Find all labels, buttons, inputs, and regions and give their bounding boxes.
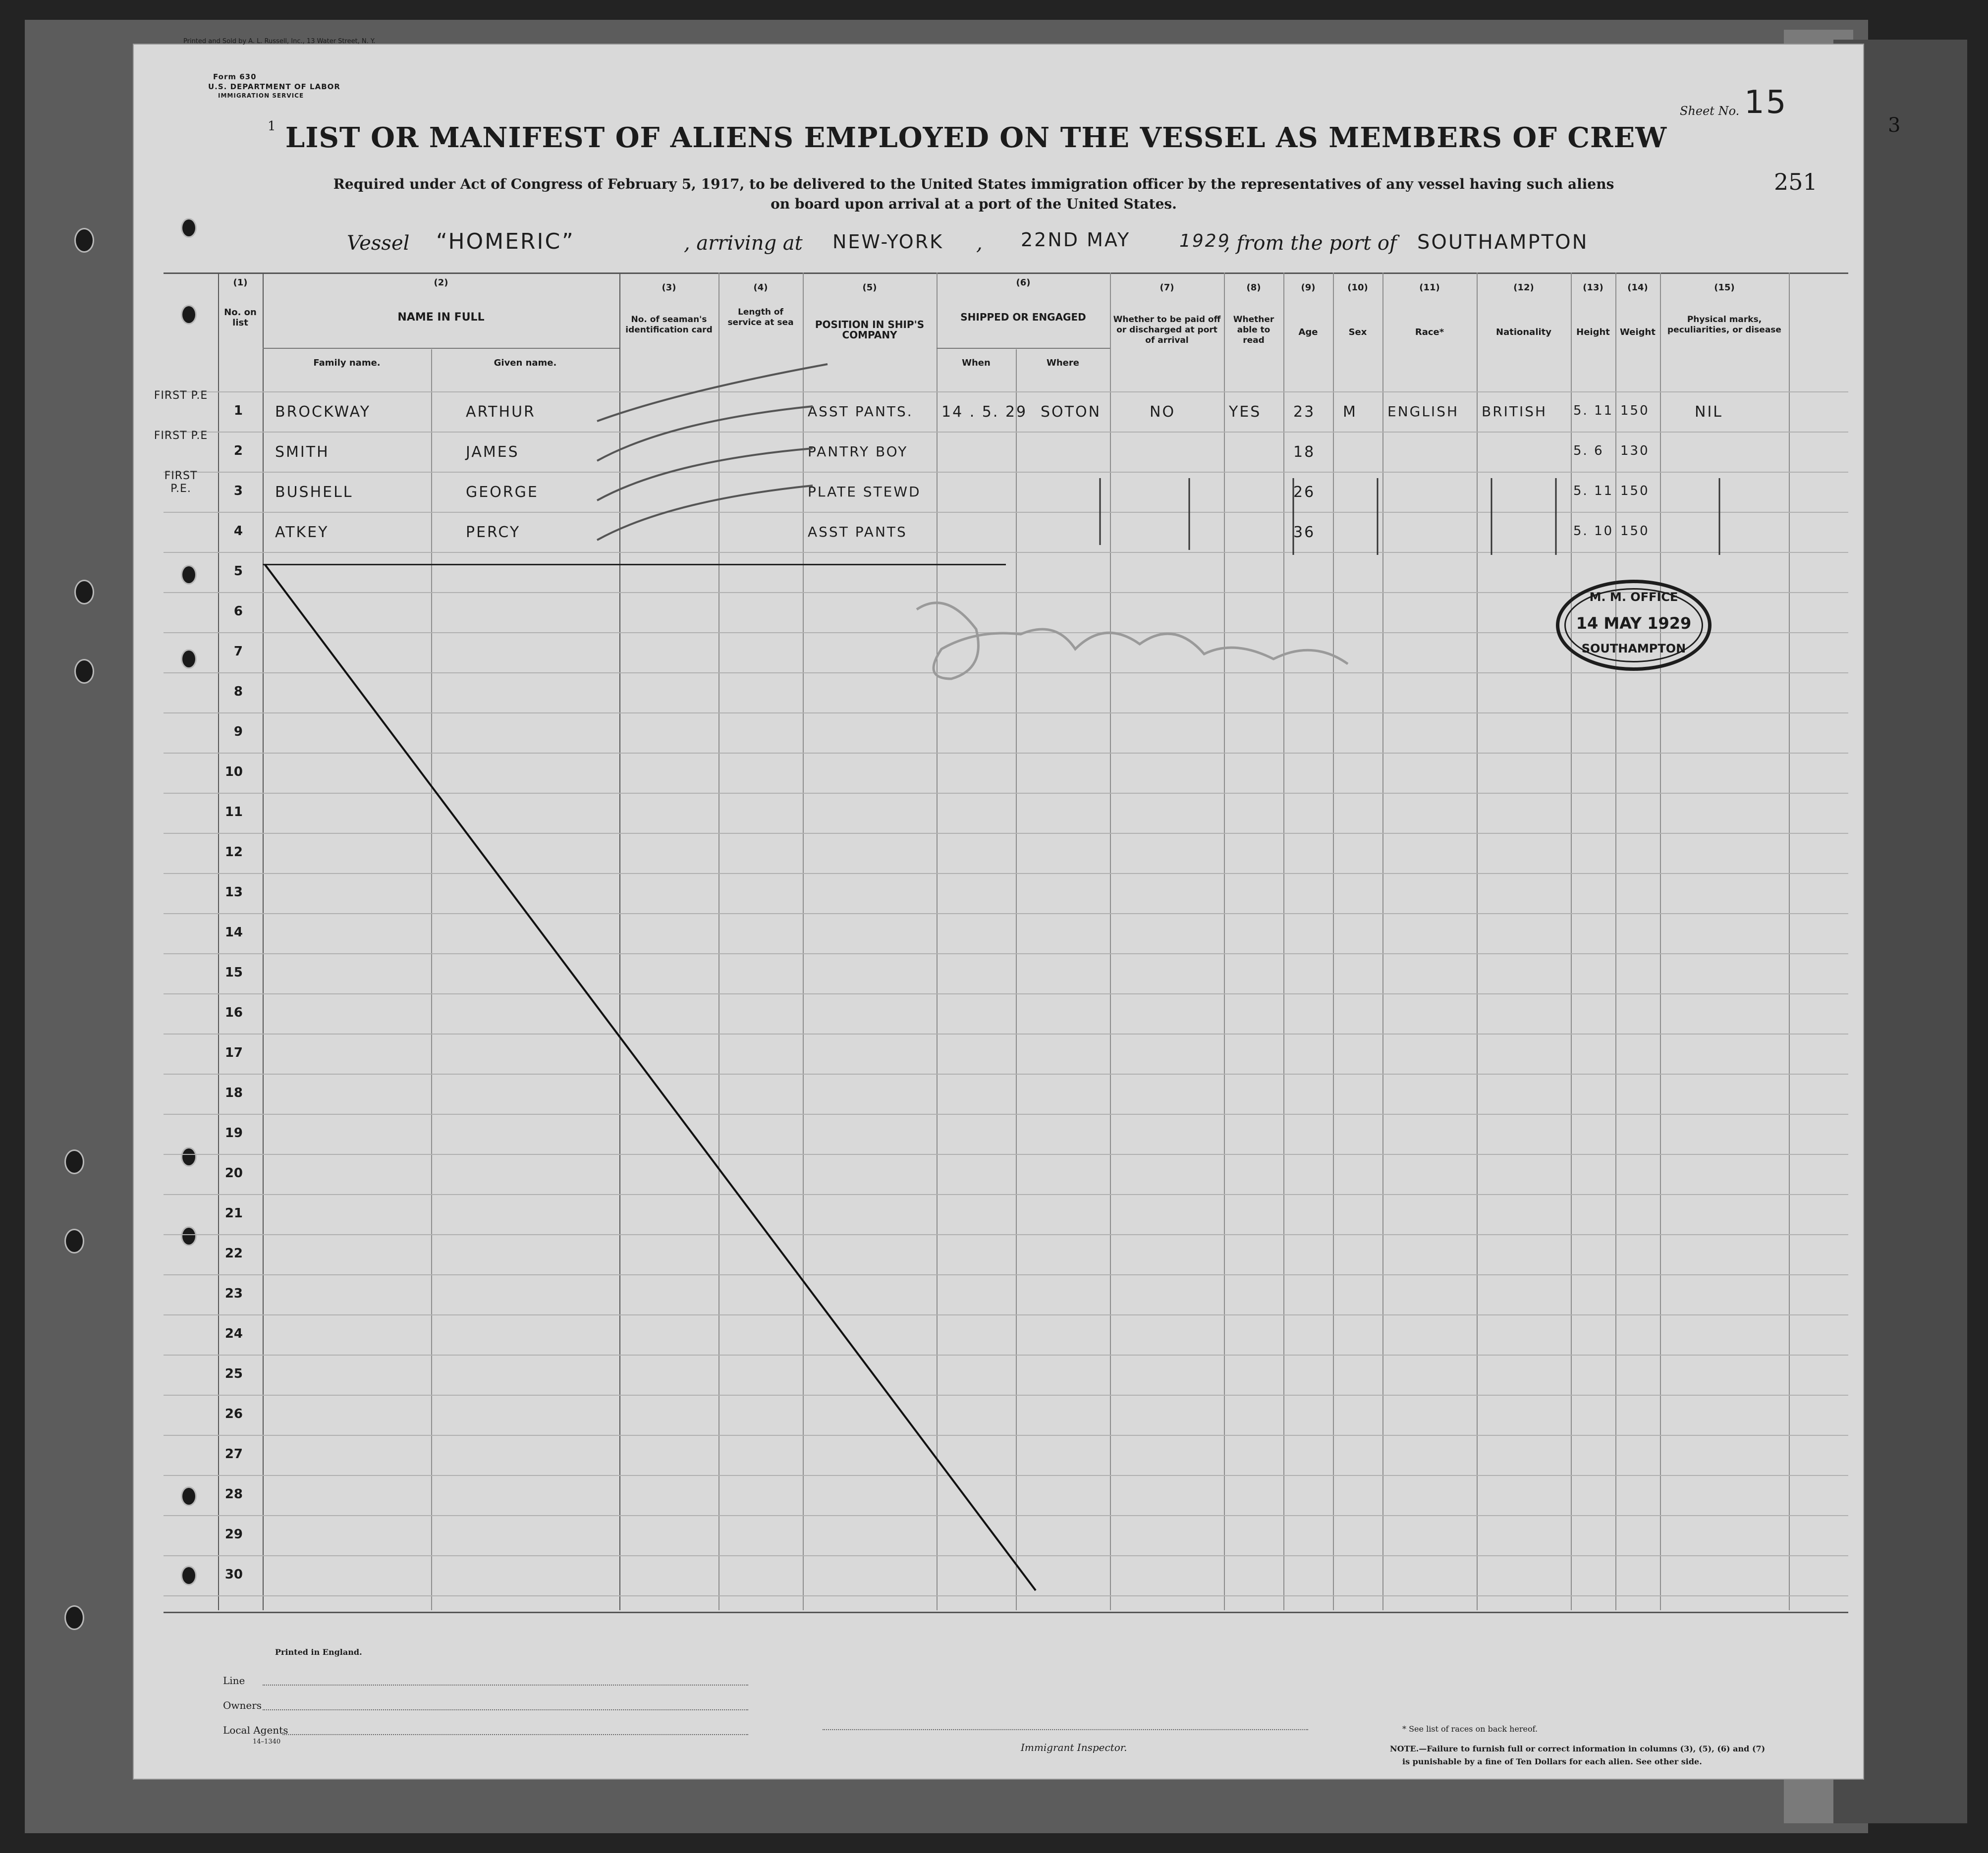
row-number: 4 <box>233 524 243 539</box>
col-num: (10) <box>1347 282 1368 293</box>
agents-label: Local Agents <box>223 1724 288 1736</box>
weight-cell: 150 <box>1620 484 1650 498</box>
pen-marks <box>134 45 1863 1630</box>
header-able-read: Whether able to read <box>1233 315 1274 345</box>
weight-cell: 150 <box>1620 403 1650 418</box>
col-num: (3) <box>662 282 676 293</box>
row-number: 12 <box>224 845 243 860</box>
inspector-field <box>823 1729 1308 1730</box>
penalty-note: NOTE.—Failure to furnish full or correct information in columns (3), (5), (6) and (7) <box>1390 1744 1766 1753</box>
row-number: 19 <box>224 1126 243 1141</box>
position-cell: PANTRY BOY <box>808 443 908 460</box>
binder-hole <box>64 1229 84 1254</box>
col-num: (9) <box>1301 282 1316 293</box>
stamp-top: M. M. OFFICE <box>1589 590 1678 604</box>
col-num: (11) <box>1419 282 1440 293</box>
binder-hole <box>64 1605 84 1630</box>
row-number: 27 <box>224 1447 243 1462</box>
sheet-label: Sheet No. <box>1680 104 1740 118</box>
physical-marks-cell: NIL <box>1695 403 1723 421</box>
page-number: 251 <box>1774 168 1818 195</box>
office-stamp <box>1556 580 1712 671</box>
vessel-name: “HOMERIC” <box>436 229 575 254</box>
row-number: 17 <box>224 1045 243 1060</box>
binder-hole <box>74 580 94 604</box>
given-name-cell: ARTHUR <box>466 403 536 421</box>
sex-cell: M <box>1343 403 1357 421</box>
nationality-cell: BRITISH <box>1482 403 1547 420</box>
col-num: (5) <box>862 282 877 293</box>
binder-hole <box>74 659 94 684</box>
department: U.S. DEPARTMENT OF LABOR <box>208 82 340 91</box>
row-number: 11 <box>224 805 243 819</box>
row-number: 22 <box>224 1246 243 1261</box>
row-number: 20 <box>224 1166 243 1181</box>
tick-stroke <box>597 364 828 421</box>
family-name-cell: BUSHELL <box>275 484 353 501</box>
row-number: 24 <box>224 1326 243 1341</box>
row-side-note: FIRST P.E <box>154 389 208 402</box>
given-name-cell: JAMES <box>466 443 519 461</box>
header-physical-marks: Physical marks, peculiarities, or disease <box>1667 315 1781 335</box>
row-number: 6 <box>233 604 243 619</box>
page-title: LIST OR MANIFEST OF ALIENS EMPLOYED ON THE VESSEL AS MEMBERS OF CREW <box>285 121 1667 154</box>
header-nationality: Nationality <box>1496 327 1551 337</box>
col-num: (7) <box>1160 282 1174 293</box>
height-cell: 5. 6 <box>1573 443 1604 458</box>
given-name-cell: GEORGE <box>466 484 539 501</box>
shipped-when-cell: 14 . 5. 29 <box>941 403 1028 421</box>
header-no-on-list: No. on list <box>224 307 257 328</box>
family-name-cell: ATKEY <box>275 524 329 541</box>
row-number: 2 <box>233 443 243 458</box>
agents-field <box>282 1734 748 1735</box>
subtitle-line-2: on board upon arrival at a port of the United States. <box>771 196 1177 212</box>
col-num: (15) <box>1714 282 1735 293</box>
row-side-note: FIRST P.E. <box>164 470 198 495</box>
row-number: 9 <box>233 724 243 739</box>
header-paid-off: Whether to be paid off or discharged at port of arrival <box>1113 315 1221 345</box>
header-length-service: Length of service at sea <box>727 307 794 327</box>
manifest-sheet <box>134 38 1901 1779</box>
position-cell: PLATE STEWD <box>808 484 921 500</box>
cancel-line <box>265 565 1036 1590</box>
col-num: (13) <box>1583 282 1603 293</box>
height-cell: 5. 11 <box>1573 484 1614 498</box>
age-cell: 26 <box>1293 484 1316 501</box>
form-code: 14–1340 <box>253 1738 281 1745</box>
arrival-year: 1929 <box>1179 231 1231 251</box>
header-when: When <box>962 358 991 368</box>
header-seaman-card: No. of seaman's identification card <box>625 315 713 335</box>
able-read-cell: YES <box>1229 403 1262 421</box>
binder-hole <box>64 1149 84 1174</box>
header-weight: Weight <box>1620 327 1656 337</box>
header-height: Height <box>1576 327 1610 337</box>
arrival-port: NEW-YORK <box>832 231 944 253</box>
from-label: , from the port of <box>1224 232 1397 255</box>
subtitle-line-1: Required under Act of Congress of February 5, 1917, to be delivered to the United States immigration officer by the representatives of any vessel having such aliens <box>333 176 1614 192</box>
row-number: 30 <box>224 1567 243 1582</box>
owners-field <box>263 1709 748 1710</box>
race-note: * See list of races on back hereof. <box>1402 1724 1538 1734</box>
col-num: (6) <box>1016 277 1031 288</box>
row-number: 13 <box>224 885 243 900</box>
col-num: (2) <box>434 277 448 288</box>
row-number: 10 <box>224 764 243 779</box>
race-cell: ENGLISH <box>1387 403 1459 420</box>
row-number: 26 <box>224 1407 243 1421</box>
inspector-signature <box>917 603 1348 679</box>
separator: , <box>976 232 983 255</box>
header-shipped: SHIPPED OR ENGAGED <box>960 311 1086 323</box>
header-given-name: Given name. <box>494 358 557 368</box>
row-number: 15 <box>224 965 243 980</box>
penalty-note-2: is punishable by a fine of Ten Dollars for each alien. See other side. <box>1402 1757 1702 1766</box>
tick-stroke <box>597 486 813 540</box>
row-number: 29 <box>224 1527 243 1542</box>
office-mark: 1 <box>268 119 276 134</box>
row-number: 7 <box>233 644 243 659</box>
col-num: (1) <box>233 277 248 288</box>
edge-number: 3 <box>1888 114 1901 137</box>
departure-port: SOUTHAMPTON <box>1417 231 1589 254</box>
row-number: 16 <box>224 1005 243 1020</box>
owners-label: Owners <box>223 1699 262 1711</box>
arrival-date: 22ND MAY <box>1021 229 1131 251</box>
weight-cell: 130 <box>1620 443 1650 458</box>
height-cell: 5. 10 <box>1573 524 1614 539</box>
header-age: Age <box>1298 327 1318 337</box>
given-name-cell: PERCY <box>466 524 521 541</box>
row-number: 23 <box>224 1286 243 1301</box>
row-number: 8 <box>233 684 243 699</box>
weight-cell: 150 <box>1620 524 1650 539</box>
stamp-date: 14 MAY 1929 <box>1576 614 1692 633</box>
age-cell: 36 <box>1293 524 1316 541</box>
stamp-bottom: SOUTHAMPTON <box>1581 642 1686 655</box>
printed-in-england: Printed in England. <box>275 1647 362 1657</box>
tick-stroke <box>597 448 813 500</box>
row-number: 5 <box>233 564 243 579</box>
row-side-note: FIRST P.E <box>154 430 208 442</box>
header-name-in-full: NAME IN FULL <box>397 311 485 324</box>
line-label: Line <box>223 1675 245 1687</box>
family-name-cell: SMITH <box>275 443 330 461</box>
position-cell: ASST PANTS. <box>808 403 913 420</box>
inspector-label: Immigrant Inspector. <box>1021 1742 1127 1753</box>
height-cell: 5. 11 <box>1573 403 1614 418</box>
binder-hole <box>74 228 94 253</box>
col-num: (14) <box>1627 282 1648 293</box>
form-number: Form 630 <box>213 72 257 81</box>
row-number: 21 <box>224 1206 243 1221</box>
paid-off-cell: NO <box>1150 403 1176 421</box>
col-num: (12) <box>1513 282 1534 293</box>
shipped-where-cell: SOTON <box>1041 403 1102 421</box>
vessel-label: Vessel <box>347 232 410 255</box>
row-number: 14 <box>224 925 243 940</box>
age-cell: 18 <box>1293 443 1316 461</box>
header-family-name: Family name. <box>313 358 381 368</box>
row-number: 3 <box>233 484 243 498</box>
row-number: 1 <box>233 403 243 418</box>
family-name-cell: BROCKWAY <box>275 403 371 421</box>
header-position: POSITION IN SHIP'S COMPANY <box>815 319 925 341</box>
row-number: 18 <box>224 1086 243 1100</box>
header-race: Race* <box>1415 327 1444 337</box>
col-num: (4) <box>753 282 768 293</box>
service: IMMIGRATION SERVICE <box>218 92 304 99</box>
header-where: Where <box>1047 358 1079 368</box>
row-number: 25 <box>224 1366 243 1381</box>
printer-line: Printed and Sold by A. L. Russell, Inc., 13 Water Street, N. Y. <box>183 38 376 45</box>
row-number: 28 <box>224 1487 243 1502</box>
header-sex: Sex <box>1348 327 1367 337</box>
col-num: (8) <box>1246 282 1261 293</box>
age-cell: 23 <box>1293 403 1316 421</box>
position-cell: ASST PANTS <box>808 524 907 540</box>
sheet-number: 15 <box>1744 84 1788 121</box>
line-field <box>263 1685 748 1686</box>
arriving-label: , arriving at <box>684 232 803 255</box>
